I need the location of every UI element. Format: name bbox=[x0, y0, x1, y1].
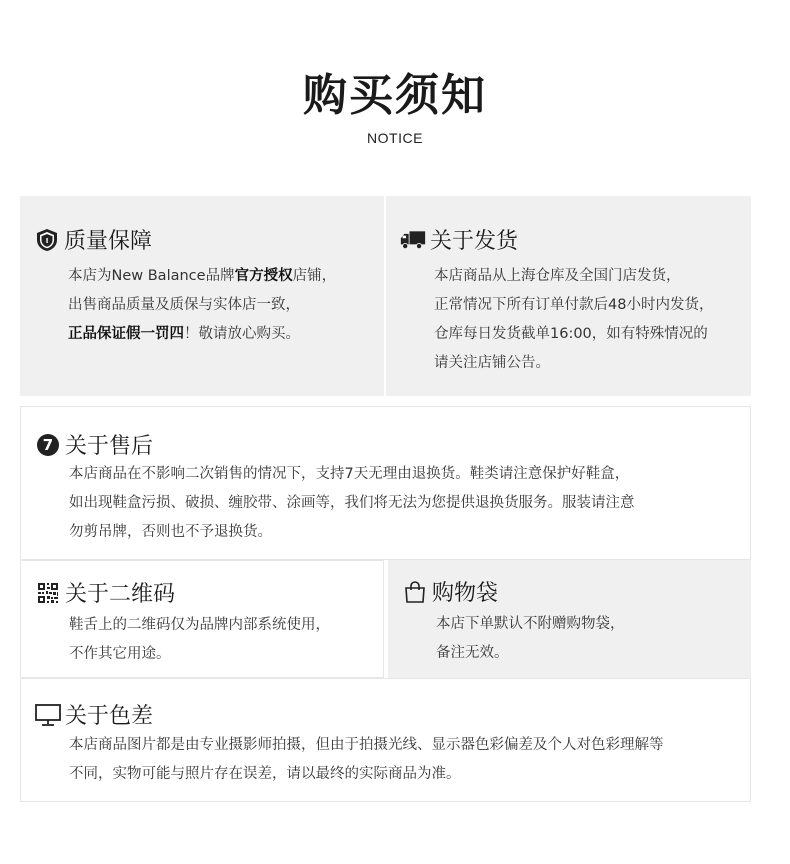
monitor-icon bbox=[35, 702, 61, 728]
quality-section bbox=[20, 196, 384, 396]
qrcode-line-1: 鞋舌上的二维码仅为品牌内部系统使用， bbox=[69, 617, 330, 633]
bag-section bbox=[388, 560, 751, 678]
qrcode-section bbox=[20, 560, 384, 678]
shield-icon bbox=[34, 227, 60, 253]
page-subtitle: NOTICE bbox=[367, 130, 423, 146]
shipping-line-4: 请关注店铺公告。 bbox=[434, 355, 550, 371]
color-heading bbox=[35, 699, 153, 730]
quality-line-1-text: 本店为New Balance品牌 bbox=[68, 268, 235, 284]
bag-line-1: 本店下单默认不附赠购物袋， bbox=[436, 616, 625, 632]
quality-line-1-bold: 官方授权 bbox=[234, 268, 293, 284]
qrcode-heading bbox=[35, 577, 175, 608]
qr-code-icon bbox=[35, 580, 61, 606]
color-title: 关于色差 bbox=[65, 704, 154, 729]
quality-heading bbox=[34, 224, 152, 255]
quality-line-3 bbox=[68, 320, 300, 349]
after-sales-line-1: 本店商品在不影响二次销售的情况下，支持7天无理由退换货。鞋类请注意保护好鞋盒， bbox=[69, 466, 630, 482]
shipping-title: 关于发货 bbox=[430, 229, 519, 254]
shipping-line-1: 本店商品从上海仓库及全国门店发货， bbox=[434, 268, 681, 284]
qrcode-title: 关于二维码 bbox=[65, 582, 176, 607]
color-line-2: 不同，实物可能与照片存在误差，请以最终的实际商品为准。 bbox=[69, 766, 461, 782]
bag-heading bbox=[402, 576, 498, 607]
after-sales-section bbox=[20, 406, 751, 560]
seven-badge-icon bbox=[35, 432, 61, 458]
shopping-bag-icon bbox=[402, 579, 428, 605]
shipping-heading bbox=[400, 224, 518, 255]
after-sales-line-3: 勿剪吊牌，否则也不予退换货。 bbox=[69, 524, 272, 540]
after-sales-heading bbox=[35, 429, 153, 460]
bag-title: 购物袋 bbox=[432, 581, 499, 606]
after-sales-line-2: 如出现鞋盒污损、破损、缠胶带、涂画等，我们将无法为您提供退换货服务。服装请注意 bbox=[69, 495, 635, 511]
color-line-1: 本店商品图片都是由专业摄影师拍摄，但由于拍摄光线、显示器色彩偏差及个人对色彩理解等 bbox=[69, 737, 664, 753]
svg-text:7: 7 bbox=[42, 435, 54, 454]
quality-line-1 bbox=[68, 262, 336, 291]
shipping-line-3: 仓库每日发货截单16:00，如有特殊情况的 bbox=[434, 326, 708, 342]
quality-line-3-tail: ！敬请放心购买。 bbox=[184, 326, 300, 342]
quality-title: 质量保障 bbox=[64, 229, 153, 254]
truck-icon bbox=[400, 227, 426, 253]
bag-line-2: 备注无效。 bbox=[436, 645, 509, 661]
qrcode-line-2: 不作其它用途。 bbox=[69, 646, 171, 662]
quality-line-3-bold: 正品保证假一罚四 bbox=[68, 326, 184, 342]
color-section bbox=[20, 678, 751, 802]
svg-text:I: I bbox=[45, 236, 49, 245]
page-title: 购买须知 bbox=[303, 70, 487, 121]
shipping-section bbox=[386, 196, 751, 396]
quality-line-1-tail: 店铺， bbox=[292, 268, 337, 284]
shipping-line-2: 正常情况下所有订单付款后48小时内发货， bbox=[434, 297, 714, 313]
after-sales-title: 关于售后 bbox=[65, 434, 154, 459]
quality-line-2: 出售商品质量及质保与实体店一致， bbox=[68, 297, 300, 313]
